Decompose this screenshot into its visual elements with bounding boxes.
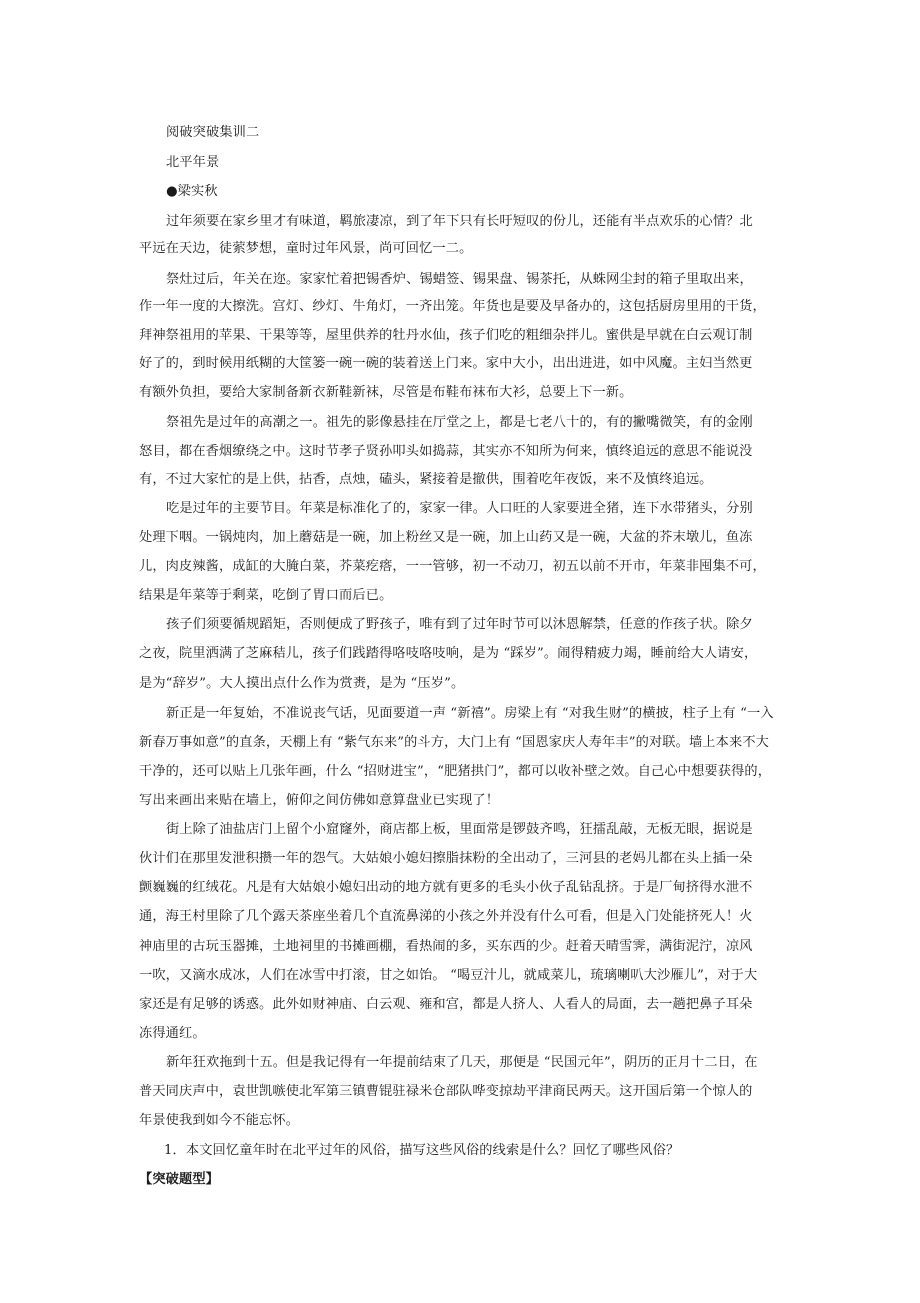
paragraph-line: 之夜，院里洒满了芝麻秸儿，孩子们践踏得咯吱咯吱响，是为 “踩岁”。闹得精疲力竭，睡前给大人请安， bbox=[139, 646, 758, 661]
paragraph-line: 普天同庆声中，袁世凯嗾使北军第三镇曹锟驻禄米仓部队哗变掠劫平津商民两天。这开国后第一个惊人的 bbox=[139, 1084, 753, 1099]
paragraph-line: 颤巍巍的红绒花。凡是有大姑娘小媳妇出动的地方就有更多的毛头小伙子乱钻乱挤。于是厂甸挤得水泄不 bbox=[139, 880, 753, 895]
paragraph-line: 作一年一度的大擦洗。宫灯、纱灯、牛角灯，一齐出笼。年货也是要及早备办的，这包括厨房里用的干货， bbox=[139, 299, 766, 314]
paragraph-line: 有，不过大家忙的是上供，拈香，点烛，磕头，紧接着是撤供，围着吃年夜饭，来不及慎终追远。 bbox=[139, 472, 713, 487]
paragraph-line: 儿，肉皮辣酱，成缸的大腌白菜，芥菜疙瘩，一一管够，初一不动刀，初五以前不开市，年菜非囤集不可， bbox=[139, 559, 766, 574]
paragraph-line: 孩子们须要循规蹈矩，否则便成了野孩子，唯有到了过年时节可以沐恩解禁，任意的作孩子状。除夕 bbox=[166, 617, 753, 632]
paragraph-line: 伙计们在那里发泄积攒一年的怨气。大姑娘小媳妇擦脂抹粉的全出动了，三河县的老妈儿都在头上插一朵 bbox=[139, 851, 753, 866]
paragraph-line: 冻得通红。 bbox=[139, 1026, 206, 1041]
paragraph-line: 写出来画出来贴在墙上，俯仰之间仿佛如意算盘业已实现了！ bbox=[139, 793, 500, 808]
paragraph-line: 通，海王村里除了几个露天茶座坐着几个直流鼻涕的小孩之外并没有什么可看，但是入门处能挤死人！火 bbox=[139, 909, 753, 924]
paragraph-line: 过年须要在家乡里才有味道，羁旅凄凉，到了年下只有长吁短叹的份儿，还能有半点欢乐的心情？北 bbox=[166, 214, 753, 229]
paragraph-line: 街上除了油盐店门上留个小窟窿外，商店都上板，里面常是锣鼓齐鸣，狂擂乱敲，无板无眼，据说是 bbox=[166, 822, 753, 837]
paragraph-line: 吃是过年的主要节目。年菜是标准化了的，家家一律。人口旺的人家要进全猪，连下水带猪头，分别 bbox=[166, 501, 753, 516]
section-label: 【突破题型】 bbox=[139, 1172, 220, 1187]
paragraph-line: 结果是年菜等于剩菜，吃倒了胃口而后已。 bbox=[139, 588, 393, 603]
paragraph-line: 拜神祭祖用的苹果、干果等等，屋里供养的牡丹水仙，孩子们吃的粗细杂拌儿。蜜供是早就在白云观订制 bbox=[139, 328, 753, 343]
paragraph-line: 家还是有足够的诱惑。此外如财神庙、白云观、雍和宫，都是人挤人、人看人的局面，去一趟把鼻子耳朵 bbox=[139, 997, 753, 1012]
article-title: 北平年景 bbox=[166, 155, 220, 170]
paragraph-line: 年景使我到如今不能忘怀。 bbox=[139, 1113, 300, 1128]
article-author: ●梁实秋 bbox=[166, 184, 218, 199]
paragraph-line: 怒目，都在香烟缭绕之中。这时节孝子贤孙叩头如捣蒜，其实亦不知所为何来，慎终追远的意思不能说没 bbox=[139, 444, 753, 459]
paragraph-line: 新春万事如意”的直条，天棚上有 “紫气东来”的斗方，大门上有 “国恩家庆人寿年丰”的对联。墙上本来不大 bbox=[139, 735, 769, 750]
paragraph-line: 祭灶过后，年关在迩。家家忙着把锡香炉、锡蜡签、锡果盘、锡茶托，从蛛网尘封的箱子里取出来， bbox=[166, 272, 753, 287]
paragraph-line: 平远在天边，徒萦梦想，童时过年风景，尚可回忆一二。 bbox=[139, 241, 473, 256]
paragraph-line: 干净的，还可以贴上几张年画，什么 “招财进宝”，“肥猪拱门”，都可以收补壁之效。自己心中想要获得的， bbox=[139, 764, 772, 779]
paragraph-line: 新正是一年复始，不准说丧气话，见面要道一声 “新禧”。房梁上有 “对我生财”的横披，柱子上有 “一入 bbox=[166, 706, 774, 721]
paragraph-line: 处理下咽。一锅炖肉，加上蘑菇是一碗，加上粉丝又是一碗，加上山药又是一碗，大盆的芥末墩儿，鱼冻 bbox=[139, 530, 753, 545]
paragraph-line: 有额外负担，要给大家制备新衣新鞋新袜，尽管是布鞋布袜布大衫，总要上下一新。 bbox=[139, 385, 633, 400]
paragraph-line: 好了的，到时候用纸糊的大筐篓一碗一碗的装着送上门来。家中大小，出出进进，如中风魔。主妇当然更 bbox=[139, 356, 753, 371]
paragraph-line: 新年狂欢拖到十五。但是我记得有一年提前结束了几天，那便是 “民国元年”，阴历的正月十二日，在 bbox=[166, 1055, 758, 1070]
doc-header: 阅破突破集训二 bbox=[166, 125, 260, 140]
paragraph-line: 祭祖先是过年的高潮之一。祖先的影像悬挂在厅堂之上，都是七老八十的，有的撇嘴微笑，有的金刚 bbox=[166, 415, 753, 430]
paragraph-line: 一吹，又滴水成冰，人们在冰雪中打滚，甘之如饴。 “喝豆汁儿，就咸菜儿，琉璃喇叭大沙雁儿”，对于大 bbox=[139, 968, 758, 983]
paragraph-line: 神庙里的古玩玉器摊，土地祠里的书摊画棚，看热闹的多，买东西的少。赶着天晴雪霁，满街泥泞，凉风 bbox=[139, 939, 753, 954]
question-text: 1．本文回忆童年时在北平过年的风俗，描写这些风俗的线索是什么？回忆了哪些风俗？ bbox=[164, 1143, 680, 1158]
paragraph-line: 是为“辞岁”。大人摸出点什么作为赏赉，是为 “压岁”。 bbox=[139, 676, 465, 691]
